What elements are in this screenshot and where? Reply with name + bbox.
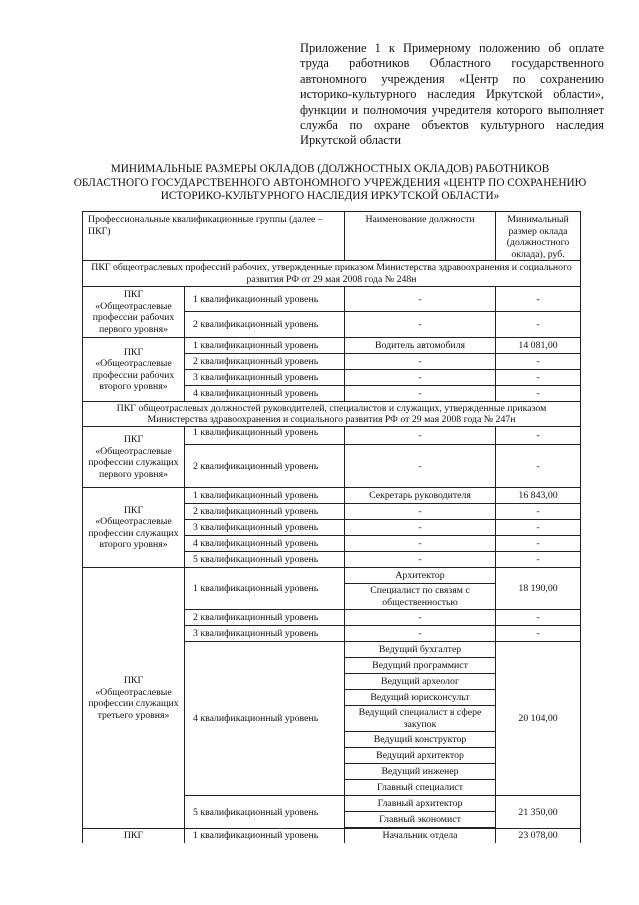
level-cell: 4 квалификационный уровень bbox=[185, 536, 345, 552]
position-cell: Ведущий бухгалтер bbox=[345, 642, 496, 658]
salary-cell: - bbox=[496, 370, 581, 386]
salary-cell: - bbox=[496, 354, 581, 370]
section-row bbox=[83, 402, 581, 427]
salary-cell: - bbox=[496, 520, 581, 536]
header-salary: Минимальный размер оклада (должностного оклада), руб. bbox=[496, 212, 581, 261]
salary-cell: - bbox=[496, 312, 581, 338]
position-cell: Ведущий археолог bbox=[345, 674, 496, 690]
position-cell: - bbox=[345, 504, 496, 520]
level-cell: 3 квалификационный уровень bbox=[185, 626, 345, 642]
position-cell: Водитель автомобиля bbox=[345, 338, 496, 354]
level-cell: 1 квалификационный уровень bbox=[185, 568, 345, 610]
position-cell: - bbox=[345, 386, 496, 402]
position-cell: - bbox=[345, 552, 496, 568]
heading-line-2: ОБЛАСТНОГО ГОСУДАРСТВЕННОГО АВТОНОМНОГО УЧРЕЖДЕНИЯ «ЦЕНТР ПО СОХРАНЕНИЮ bbox=[73, 176, 587, 189]
table-row bbox=[83, 488, 581, 504]
heading-line-3: ИСТОРИКО-КУЛЬТУРНОГО НАСЛЕДИЯ ИРКУТСКОЙ ОБЛАСТИ» bbox=[160, 190, 500, 203]
level-cell: 1 квалификационный уровень bbox=[185, 338, 345, 354]
header-row bbox=[83, 212, 581, 261]
position-cell: - bbox=[345, 445, 496, 488]
salary-cell: - bbox=[496, 610, 581, 626]
position-cell: Ведущий инженер bbox=[345, 764, 496, 780]
salary-cell: - bbox=[496, 536, 581, 552]
section-workers: ПКГ общеотраслевых профессий рабочих, утвержденные приказом Министерства здравоохранения и социального развития РФ от 29 мая 2008 года № 248н bbox=[83, 261, 581, 287]
position-cell: Главный архитектор bbox=[345, 796, 496, 812]
position-cell: Главный специалист bbox=[345, 780, 496, 796]
position-cell: - bbox=[345, 427, 496, 445]
salary-cell: - bbox=[496, 504, 581, 520]
table-row bbox=[83, 568, 581, 584]
level-cell: 3 квалификационный уровень bbox=[185, 520, 345, 536]
position-cell: - bbox=[345, 626, 496, 642]
group-last: ПКГ bbox=[83, 829, 185, 843]
position-cell: Архитектор bbox=[345, 568, 496, 584]
salary-cell: - bbox=[496, 445, 581, 488]
level-cell: 2 квалификационный уровень bbox=[185, 354, 345, 370]
salary-cell: - bbox=[496, 427, 581, 445]
position-cell: Ведущий конструктор bbox=[345, 732, 496, 748]
level-cell: 2 квалификационный уровень bbox=[185, 445, 345, 488]
level-cell: 3 квалификационный уровень bbox=[185, 370, 345, 386]
position-cell: - bbox=[345, 370, 496, 386]
level-cell: 1 квалификационный уровень bbox=[185, 829, 345, 843]
position-cell: Главный экономист bbox=[345, 812, 496, 828]
position-cell: - bbox=[345, 287, 496, 312]
section-employees: ПКГ общеотраслевых должностей руководителей, специалистов и служащих, утвержденные приказом Министерства здравоохранения и социального развития РФ от 29 мая 2008 года № 247н bbox=[83, 402, 581, 427]
level-cell: 2 квалификационный уровень bbox=[185, 504, 345, 520]
level-cell: 5 квалификационный уровень bbox=[185, 796, 345, 829]
table-row bbox=[83, 427, 581, 445]
level-cell: 1 квалификационный уровень bbox=[185, 488, 345, 504]
document-heading bbox=[60, 163, 600, 204]
level-cell: 1 квалификационный уровень bbox=[185, 427, 345, 445]
salary-cell: 23 078,00 bbox=[496, 829, 581, 843]
table-row bbox=[83, 287, 581, 312]
position-cell: - bbox=[345, 610, 496, 626]
header-position: Наименование должности bbox=[345, 212, 496, 261]
section-row bbox=[83, 261, 581, 287]
salary-cell: 18 190,00 bbox=[496, 568, 581, 610]
position-cell: - bbox=[345, 312, 496, 338]
group-workers-1: ПКГ «Общеотраслевые профессии рабочих первого уровня» bbox=[83, 287, 185, 338]
level-cell: 4 квалификационный уровень bbox=[185, 386, 345, 402]
position-cell: Начальник отдела bbox=[345, 829, 496, 843]
position-cell: - bbox=[345, 520, 496, 536]
position-cell: - bbox=[345, 354, 496, 370]
level-cell: 4 квалификационный уровень bbox=[185, 642, 345, 796]
salary-cell: 16 843,00 bbox=[496, 488, 581, 504]
salary-cell: - bbox=[496, 386, 581, 402]
group-employees-2: ПКГ «Общеотраслевые профессии служащих второго уровня» bbox=[83, 488, 185, 568]
salary-cell: - bbox=[496, 552, 581, 568]
level-cell: 2 квалификационный уровень bbox=[185, 312, 345, 338]
position-cell: Ведущий программист bbox=[345, 658, 496, 674]
salary-cell: - bbox=[496, 287, 581, 312]
salary-cell: - bbox=[496, 626, 581, 642]
position-cell: - bbox=[345, 536, 496, 552]
group-employees-1: ПКГ «Общеотраслевые профессии служащих первого уровня» bbox=[83, 427, 185, 488]
position-cell: Ведущий юрисконсульт bbox=[345, 690, 496, 706]
appendix-note: Приложение 1 к Примерному положению об оплате труда работников Областного государственного автономного учреждения «Центр по сохранению историко-культурного наследия Иркутской области», функции и полномочия учредителя которого выполняет служба по охране объектов культурного наследия Иркутской области bbox=[300, 41, 604, 148]
salary-cell: 20 104,00 bbox=[496, 642, 581, 796]
level-cell: 2 квалификационный уровень bbox=[185, 610, 345, 626]
position-cell: Ведущий специалист в сфере закупок bbox=[345, 706, 496, 732]
header-groups: Профессиональные квалификационные группы (далее – ПКГ) bbox=[83, 212, 345, 261]
salary-table bbox=[82, 211, 581, 843]
level-cell: 5 квалификационный уровень bbox=[185, 552, 345, 568]
salary-cell: 21 350,00 bbox=[496, 796, 581, 829]
position-cell: Секретарь руководителя bbox=[345, 488, 496, 504]
position-cell: Ведущий архитектор bbox=[345, 748, 496, 764]
table-row bbox=[83, 829, 581, 843]
group-workers-2: ПКГ «Общеотраслевые профессии рабочих второго уровня» bbox=[83, 338, 185, 402]
level-cell: 1 квалификационный уровень bbox=[185, 287, 345, 312]
table-row bbox=[83, 338, 581, 354]
group-employees-3: ПКГ «Общеотраслевые профессии служащих третьего уровня» bbox=[83, 568, 185, 829]
position-cell: Специалист по связям с общественностью bbox=[345, 584, 496, 610]
heading-line-1: МИНИМАЛЬНЫЕ РАЗМЕРЫ ОКЛАДОВ (ДОЛЖНОСТНЫХ ОКЛАДОВ) РАБОТНИКОВ bbox=[110, 163, 550, 175]
salary-cell: 14 081,00 bbox=[496, 338, 581, 354]
